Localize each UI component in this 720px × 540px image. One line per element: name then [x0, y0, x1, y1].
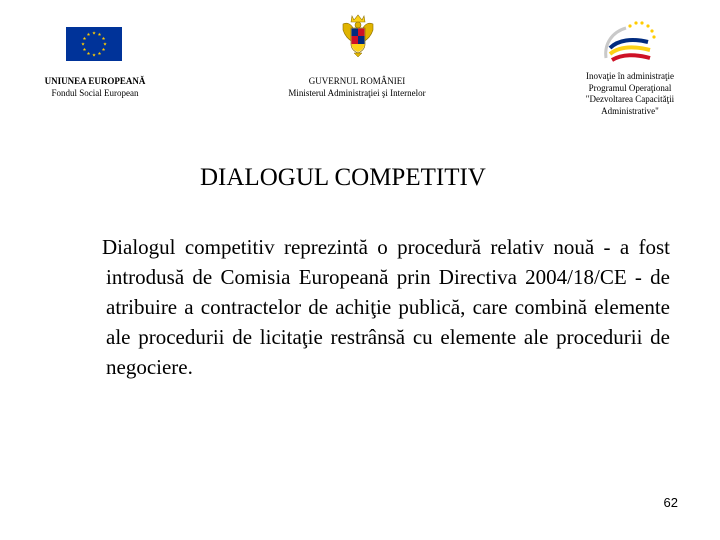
- body-paragraph: Dialogul competitiv reprezintă o procedură relativ nouă - a fost introdusă de Comisia Europeană prin Directiva 2004/18/CE - de atribuire a contractelor de achiţie publică, care combină elemente ale procedurii de licitaţie restrânsă cu elemente ale procedurii de negociere.: [102, 235, 670, 379]
- slide-title: DIALOGUL COMPETITIV: [200, 164, 486, 191]
- government-header-title: GUVERNUL ROMÂNIEI: [308, 76, 406, 86]
- page-number: 62: [663, 495, 678, 510]
- eu-flag-icon: [66, 27, 122, 61]
- program-header-line4: Administrative": [601, 105, 659, 116]
- romania-coat-of-arms-icon: [341, 14, 375, 58]
- inovatie-administratie-logo-icon: [600, 18, 658, 68]
- program-header-line2: Programul Operaţional: [588, 82, 672, 93]
- eu-header-title: UNIUNEA EUROPEANĂ: [44, 76, 146, 86]
- government-header: [262, 75, 452, 99]
- eu-header: [20, 75, 170, 99]
- government-header-subtitle: Ministerul Administraţiei şi Internelor: [288, 88, 426, 98]
- eu-header-subtitle: Fondul Social European: [51, 88, 139, 98]
- program-header: [555, 71, 705, 117]
- program-header-line3: "Dezvoltarea Capacităţii: [585, 94, 675, 104]
- program-header-line1: Inovaţie în administraţie: [586, 71, 674, 81]
